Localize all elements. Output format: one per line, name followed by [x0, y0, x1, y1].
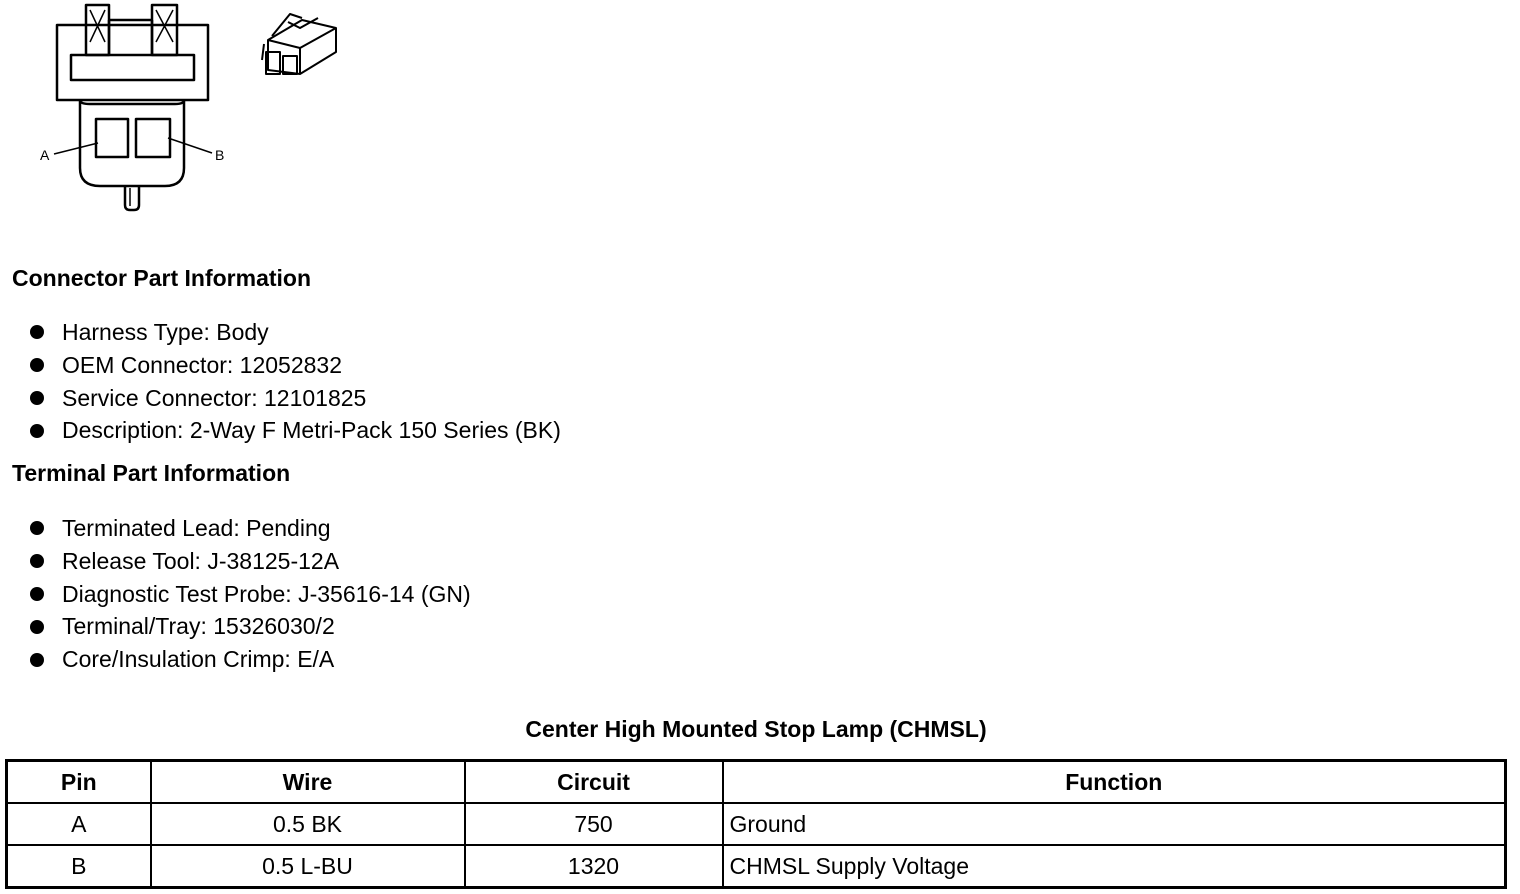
header-circuit: Circuit	[465, 761, 723, 804]
table-row	[7, 845, 1506, 888]
connector-info-list	[28, 316, 561, 447]
header-pin: Pin	[7, 761, 151, 804]
cell-circuit: 1320	[465, 845, 723, 888]
list-item: Terminal/Tray: 15326030/2	[28, 610, 471, 643]
pin-table	[5, 759, 1507, 889]
bullet-icon	[30, 391, 44, 405]
pin-table-title: Center High Mounted Stop Lamp (CHMSL)	[525, 716, 987, 742]
terminal-label-b: B	[215, 147, 225, 163]
list-item: Diagnostic Test Probe: J-35616-14 (GN)	[28, 578, 471, 611]
connector-diagram	[0, 0, 360, 220]
header-wire: Wire	[151, 761, 465, 804]
bullet-icon	[30, 653, 44, 667]
list-item: Description: 2-Way F Metri-Pack 150 Series (BK)	[28, 414, 561, 447]
list-item: Core/Insulation Crimp: E/A	[28, 643, 471, 676]
bullet-icon	[30, 325, 44, 339]
bullet-icon	[30, 620, 44, 634]
bullet-icon	[30, 554, 44, 568]
terminal-label-a: A	[40, 147, 50, 163]
bullet-icon	[30, 358, 44, 372]
list-item: Service Connector: 12101825	[28, 382, 561, 415]
cell-pin: B	[7, 845, 151, 888]
table-row	[7, 803, 1506, 845]
list-item: Release Tool: J-38125-12A	[28, 545, 471, 578]
cell-wire: 0.5 L-BU	[151, 845, 465, 888]
cell-circuit: 750	[465, 803, 723, 845]
list-item: Harness Type: Body	[28, 316, 561, 349]
bullet-icon	[30, 587, 44, 601]
bullet-icon	[30, 521, 44, 535]
cell-wire: 0.5 BK	[151, 803, 465, 845]
cell-function: CHMSL Supply Voltage	[723, 845, 1506, 888]
list-item: OEM Connector: 12052832	[28, 349, 561, 382]
terminal-info-title: Terminal Part Information	[12, 460, 291, 486]
list-item: Terminated Lead: Pending	[28, 512, 471, 545]
terminal-info-list	[28, 512, 471, 676]
header-function: Function	[723, 761, 1506, 804]
connector-info-title: Connector Part Information	[12, 265, 312, 291]
cell-pin: A	[7, 803, 151, 845]
cell-function: Ground	[723, 803, 1506, 845]
bullet-icon	[30, 424, 44, 438]
table-header-row	[7, 761, 1506, 804]
